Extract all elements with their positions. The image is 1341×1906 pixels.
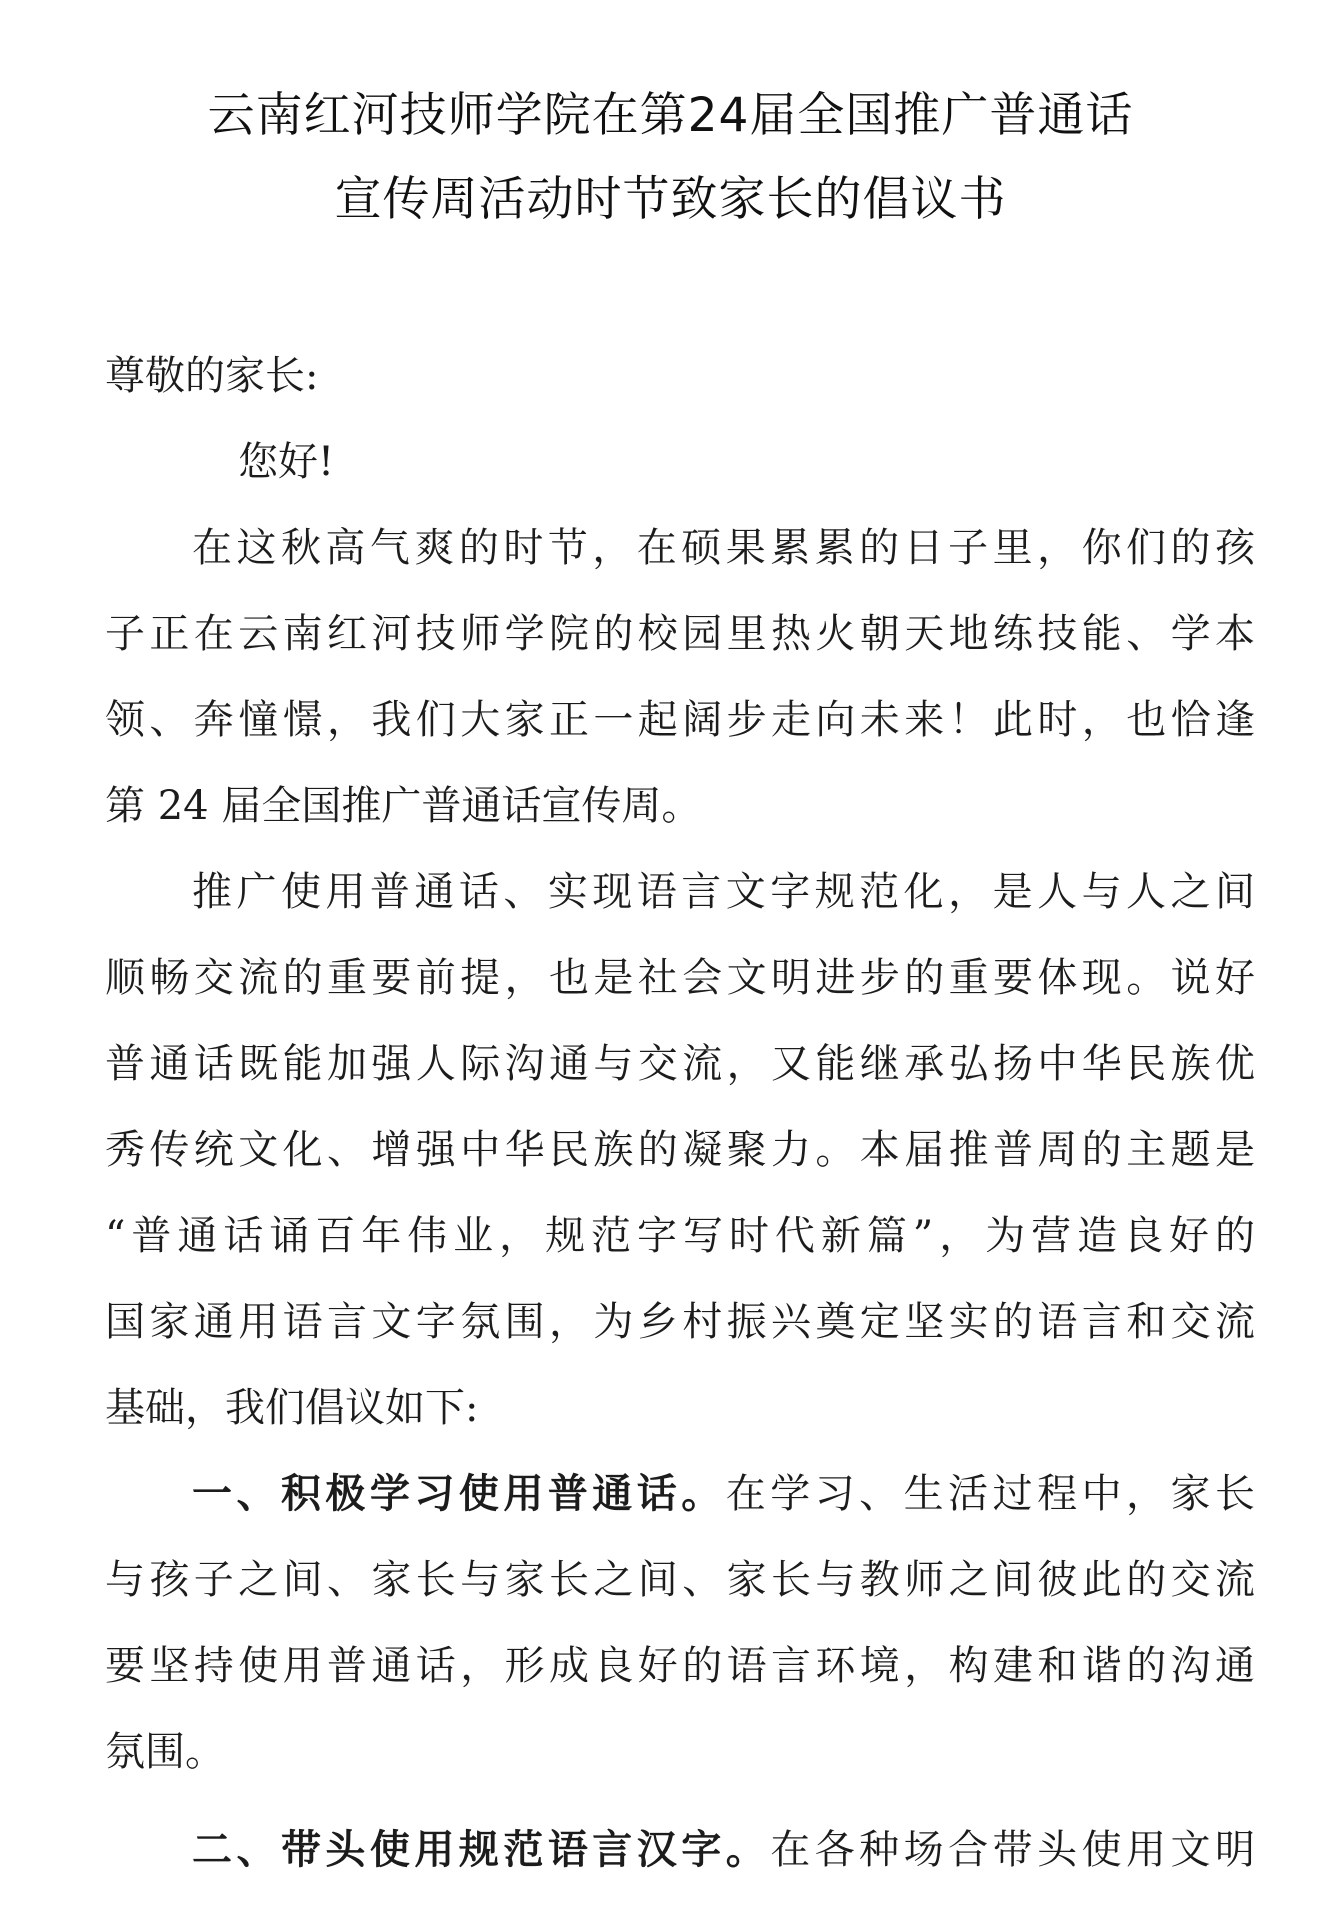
item-1-line: 要坚持使用普通话，形成良好的语言环境，构建和谐的沟通 xyxy=(105,1643,1255,1689)
item-2-heading: 二、带头使用规范语言汉字。 xyxy=(192,1826,771,1873)
paragraph-2-line: “普通话诵百年伟业，规范字写时代新篇”，为营造良好的 xyxy=(105,1213,1255,1259)
paragraph-1-line: 在这秋高气爽的时节，在硕果累累的日子里，你们的孩 xyxy=(192,525,1255,571)
greeting: 您好! xyxy=(238,439,335,485)
paragraph-1-line: 第 24 届全国推广普通话宣传周。 xyxy=(105,783,702,829)
paragraph-1-line: 子正在云南红河技师学院的校园里热火朝天地练技能、学本 xyxy=(105,611,1255,657)
paragraph-1-line: 领、奔憧憬，我们大家正一起阔步走向未来！此时，也恰逢 xyxy=(105,697,1255,743)
item-1-heading: 一、积极学习使用普通话。 xyxy=(192,1470,726,1517)
item-1-first-line xyxy=(192,1468,1255,1520)
item-1-text: 在学习、生活过程中，家长 xyxy=(725,1471,1256,1517)
paragraph-2-line: 顺畅交流的重要前提，也是社会文明进步的重要体现。说好 xyxy=(105,955,1255,1001)
paragraph-2-line: 推广使用普通话、实现语言文字规范化，是人与人之间 xyxy=(192,869,1255,915)
paragraph-2-line: 普通话既能加强人际沟通与交流，又能继承弘扬中华民族优 xyxy=(105,1041,1255,1087)
item-1-line: 与孩子之间、家长与家长之间、家长与教师之间彼此的交流 xyxy=(105,1557,1255,1603)
paragraph-2-line: 秀传统文化、增强中华民族的凝聚力。本届推普周的主题是 xyxy=(105,1127,1255,1173)
document-title-line-2: 宣传周活动时节致家长的倡议书 xyxy=(334,172,1007,227)
item-2-first-line xyxy=(192,1824,1255,1876)
item-2-text: 在各种场合带头使用文明 xyxy=(770,1827,1256,1873)
salutation: 尊敬的家长: xyxy=(105,353,319,399)
paragraph-2-line: 基础，我们倡议如下: xyxy=(105,1385,479,1431)
item-1-line: 氛围。 xyxy=(105,1729,225,1775)
paragraph-2-line: 国家通用语言文字氛围，为乡村振兴奠定坚实的语言和交流 xyxy=(105,1299,1255,1345)
document-title-line-1: 云南红河技师学院在第24届全国推广普通话 xyxy=(207,88,1134,143)
